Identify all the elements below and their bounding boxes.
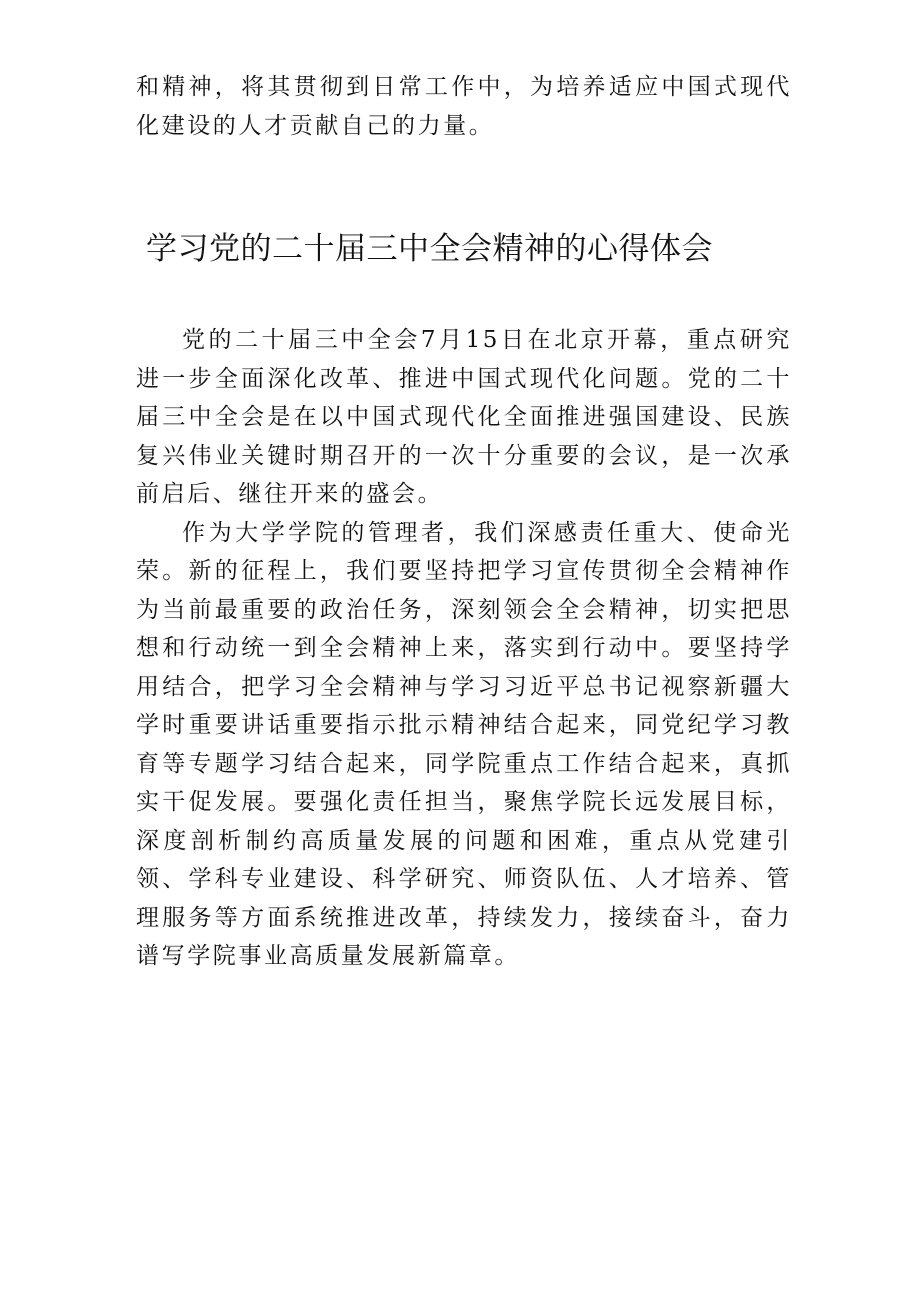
body-paragraph-2: 作为大学学院的管理者，我们深感责任重大、使命光荣。新的征程上，我们要坚持把学习宣传贯彻全会精神作为当前最重要的政治任务，深刻领会全会精神，切实把思想和行动统一到全会精神上来，落实到行动中。要坚持学用结合，把学习全会精神与学习习近平总书记视察新疆大学时重要讲话重要指示批示精神结合起来，同党纪学习教育等专题学习结合起来，同学院重点工作结合起来，真抓实干促发展。要强化责任担当，聚焦学院长远发展目标，深度剖析制约高质量发展的问题和困难，重点从党建引领、学科专业建设、科学研究、师资队伍、人才培养、管理服务等方面系统推进改革，持续发力，接续奋斗，奋力谱写学院事业高质量发展新篇章。 — [136, 519, 792, 969]
body-paragraph-1: 党的二十届三中全会7月15日在北京开幕，重点研究进一步全面深化改革、推进中国式现代化问题。党的二十届三中全会是在以中国式现代化全面推进强国建设、民族复兴伟业关键时期召开的一次十分重要的会议，是一次承前启后、继往开来的盛会。 — [136, 327, 792, 507]
continuation-paragraph: 和精神，将其贯彻到日常工作中，为培养适应中国式现代化建设的人才贡献自己的力量。 — [136, 74, 792, 139]
document-title: 学习党的二十届三中全会精神的心得体会 — [146, 231, 713, 267]
article-body — [136, 321, 792, 976]
